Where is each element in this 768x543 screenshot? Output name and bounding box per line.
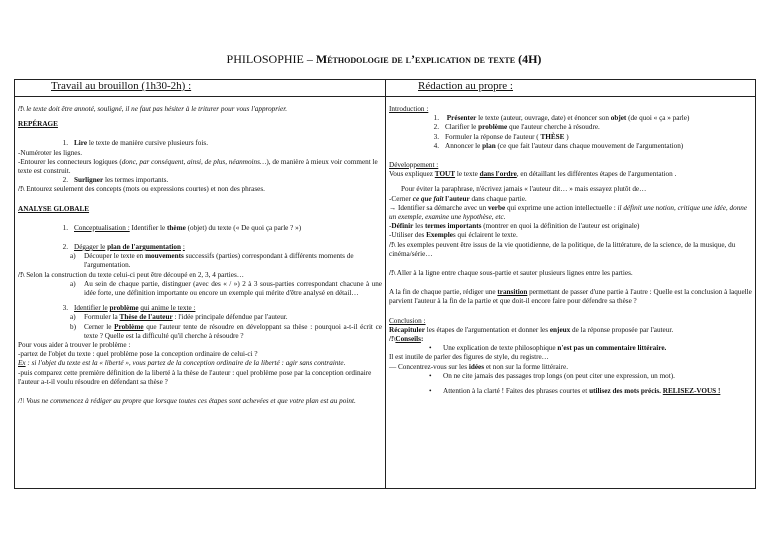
intro-item: 2. Clarifier le problème que l'auteur cherche à résoudre.	[433, 123, 600, 132]
list-item: -partez de l'objet du texte : quel problème pose la conception ordinaire de celui-ci ?	[18, 350, 258, 359]
left-column	[15, 97, 386, 489]
list-item: 1. Conceptualisation : Identifier le thème (objet) du texte (« De quoi ça parle ? »)	[62, 223, 302, 232]
page-title: PHILOSOPHIE – Méthodologie de l’explication de texte (4H)	[226, 52, 542, 66]
analyse-heading: ANALYSE GLOBALE	[18, 204, 90, 213]
warning-icon: /!\	[389, 269, 396, 278]
list-item: 3. Identifier le problème qui anime le texte :	[62, 304, 196, 313]
final-warning: /!\ Vous ne commencez à rédiger au propre que lorsque toutes ces étapes sont achevées et que votre plan est au point.	[18, 397, 356, 406]
left-column-header: Travail au brouillon (1h30-2h) :	[15, 80, 386, 97]
list-item: Pour éviter la paraphrase, n'écrivez jamais « l'auteur dit… » mais essayez plutôt de…	[401, 185, 647, 194]
page-title-subject: Méthodologie de l’explication de texte (4H)	[315, 52, 542, 66]
intro-item: 1. Présenter le texte (auteur, ouvrage, date) et énoncer son objet (de quoi « ça » parle)	[433, 114, 690, 123]
warning-icon: /!\	[18, 105, 25, 113]
list-item: 2. Dégager le plan de l'argumentation :	[62, 243, 185, 252]
list-item: /!\ Entourez seulement des concepts (mots ou expressions courtes) et non des phrases.	[18, 185, 265, 194]
list-item: 2. Surligner les termes importants.	[62, 176, 169, 185]
list-item: Vous expliquez TOUT le texte dans l'ordre, en détaillant les différentes étapes de l'argumentation .	[389, 170, 677, 179]
conc-heading: Conclusion :	[389, 316, 426, 325]
list-item: → Identifier sa démarche avec un verbe qui exprime une action intellectuelle : il définit une notion, critique une idée, donne un exemple, examine une hypothèse, etc.	[389, 203, 748, 222]
list-item: a) Au sein de chaque partie, distinguer (avec des « / ») 2 à 3 sous-parties correspondant chacune à une idée forte, une définition importante ou encore un exemple qui mérite d'être analysé en détail…	[70, 279, 382, 298]
intro-heading: Introduction :	[389, 105, 429, 113]
list-item: Il est inutile de parler des figures de style, du registre…	[389, 353, 549, 362]
list-item: /!\ Aller à la ligne entre chaque sous-partie et sauter plusieurs lignes entre les parties.	[389, 269, 633, 278]
list-item: A la fin de chaque partie, rédiger une transition permettant de passer d'une partie à l'autre : Quelle est la conclusion à laquelle parvient l'auteur à la fin de la partie et que doit-il encore faire pour défendre sa thèse ?	[389, 288, 752, 306]
list-item: 1. Lire le texte de manière cursive plusieurs fois.	[62, 139, 208, 148]
reperage-heading: REPÉRAGE	[18, 120, 58, 129]
list-item: -Utiliser des Exemples qui éclairent le texte.	[389, 231, 518, 240]
intro-warning: /!\ le texte doit être annoté, souligné, il ne faut pas hésiter à le triturer pour vous l'approprier.	[18, 105, 288, 113]
list-item: a) Découper le texte en mouvements successifs (parties) correspondant à différents moments de l'argumentation.	[70, 252, 354, 270]
intro-item: 3. Formuler la réponse de l'auteur ( THÈSE )	[433, 132, 569, 141]
list-item: • On ne cite jamais des passages trop longs (on peut citer une expression, un mot).	[429, 371, 675, 380]
methodology-table	[14, 79, 756, 489]
right-column	[386, 97, 756, 489]
list-item: — Concentrez-vous sur les idées et non sur la forme littéraire.	[389, 362, 569, 371]
list-item: a) Formuler la Thèse de l'auteur : l'idée principale défendue par l'auteur.	[70, 313, 288, 322]
list-item: Récapituler les étapes de l'argumentation et donner les enjeux de la réponse proposée par l'auteur.	[389, 325, 674, 334]
list-item: /!\ Selon la construction du texte celui-ci peut être découpé en 2, 3, 4 parties…	[18, 270, 244, 279]
list-item: /!\ les exemples peuvent être issus de la vie quotidienne, de la politique, de la littérature, de la science, de la musique, du cinéma/série…	[389, 240, 736, 258]
warning-icon: /!\	[18, 270, 25, 279]
list-item: • Une explication de texte philosophique n'est pas un commentaire littéraire.	[429, 344, 667, 353]
list-item: Pour vous aider à trouver le problème :	[18, 341, 131, 350]
right-column-header: Rédaction au propre :	[386, 80, 756, 97]
list-item: b) Cerner le Problème que l'auteur tente de résoudre en développant sa thèse : pourquoi a-t-il écrit ce texte ? Quelle est la difficulté qu'il cherche à résoudre ?	[70, 322, 383, 340]
list-item: Ex : si l'objet du texte est la « liberté », vous partez de la conception ordinaire de la liberté : agir sans contrainte.	[18, 359, 346, 368]
list-item: -Entourer les connecteurs logiques (donc, par conséquent, ainsi, de plus, néanmoins…), de manière à mieux voir comment le texte est construit.	[18, 157, 378, 176]
conseils-heading: /!\Conseils:	[389, 335, 424, 344]
warning-icon: /!\	[389, 240, 396, 249]
list-item: • Attention à la clarté ! Faites des phrases courtes et utilisez des mots précis. RELISEZ-VOUS !	[429, 387, 721, 396]
list-item: -Définir les termes importants (montrer en quoi la définition de l'auteur est originale)	[389, 222, 640, 231]
dev-heading: Développement :	[389, 161, 439, 170]
list-item: -Numéroter les lignes.	[18, 148, 83, 157]
list-item: -Cerner ce que fait l'auteur dans chaque partie.	[389, 194, 527, 203]
list-item: -puis comparez cette première définition de la liberté à la thèse de l'auteur : quel problème pose par la conception ordinaire l'auteur a-t-il voulu résoudre en défendant sa thèse ?	[18, 368, 372, 386]
intro-item: 4. Annoncer le plan (ce que fait l'auteur dans chaque mouvement de l'argumentation)	[433, 141, 684, 150]
intro-list	[389, 114, 752, 151]
warning-icon: /!\	[389, 335, 396, 344]
warning-icon: /!\	[18, 185, 25, 194]
